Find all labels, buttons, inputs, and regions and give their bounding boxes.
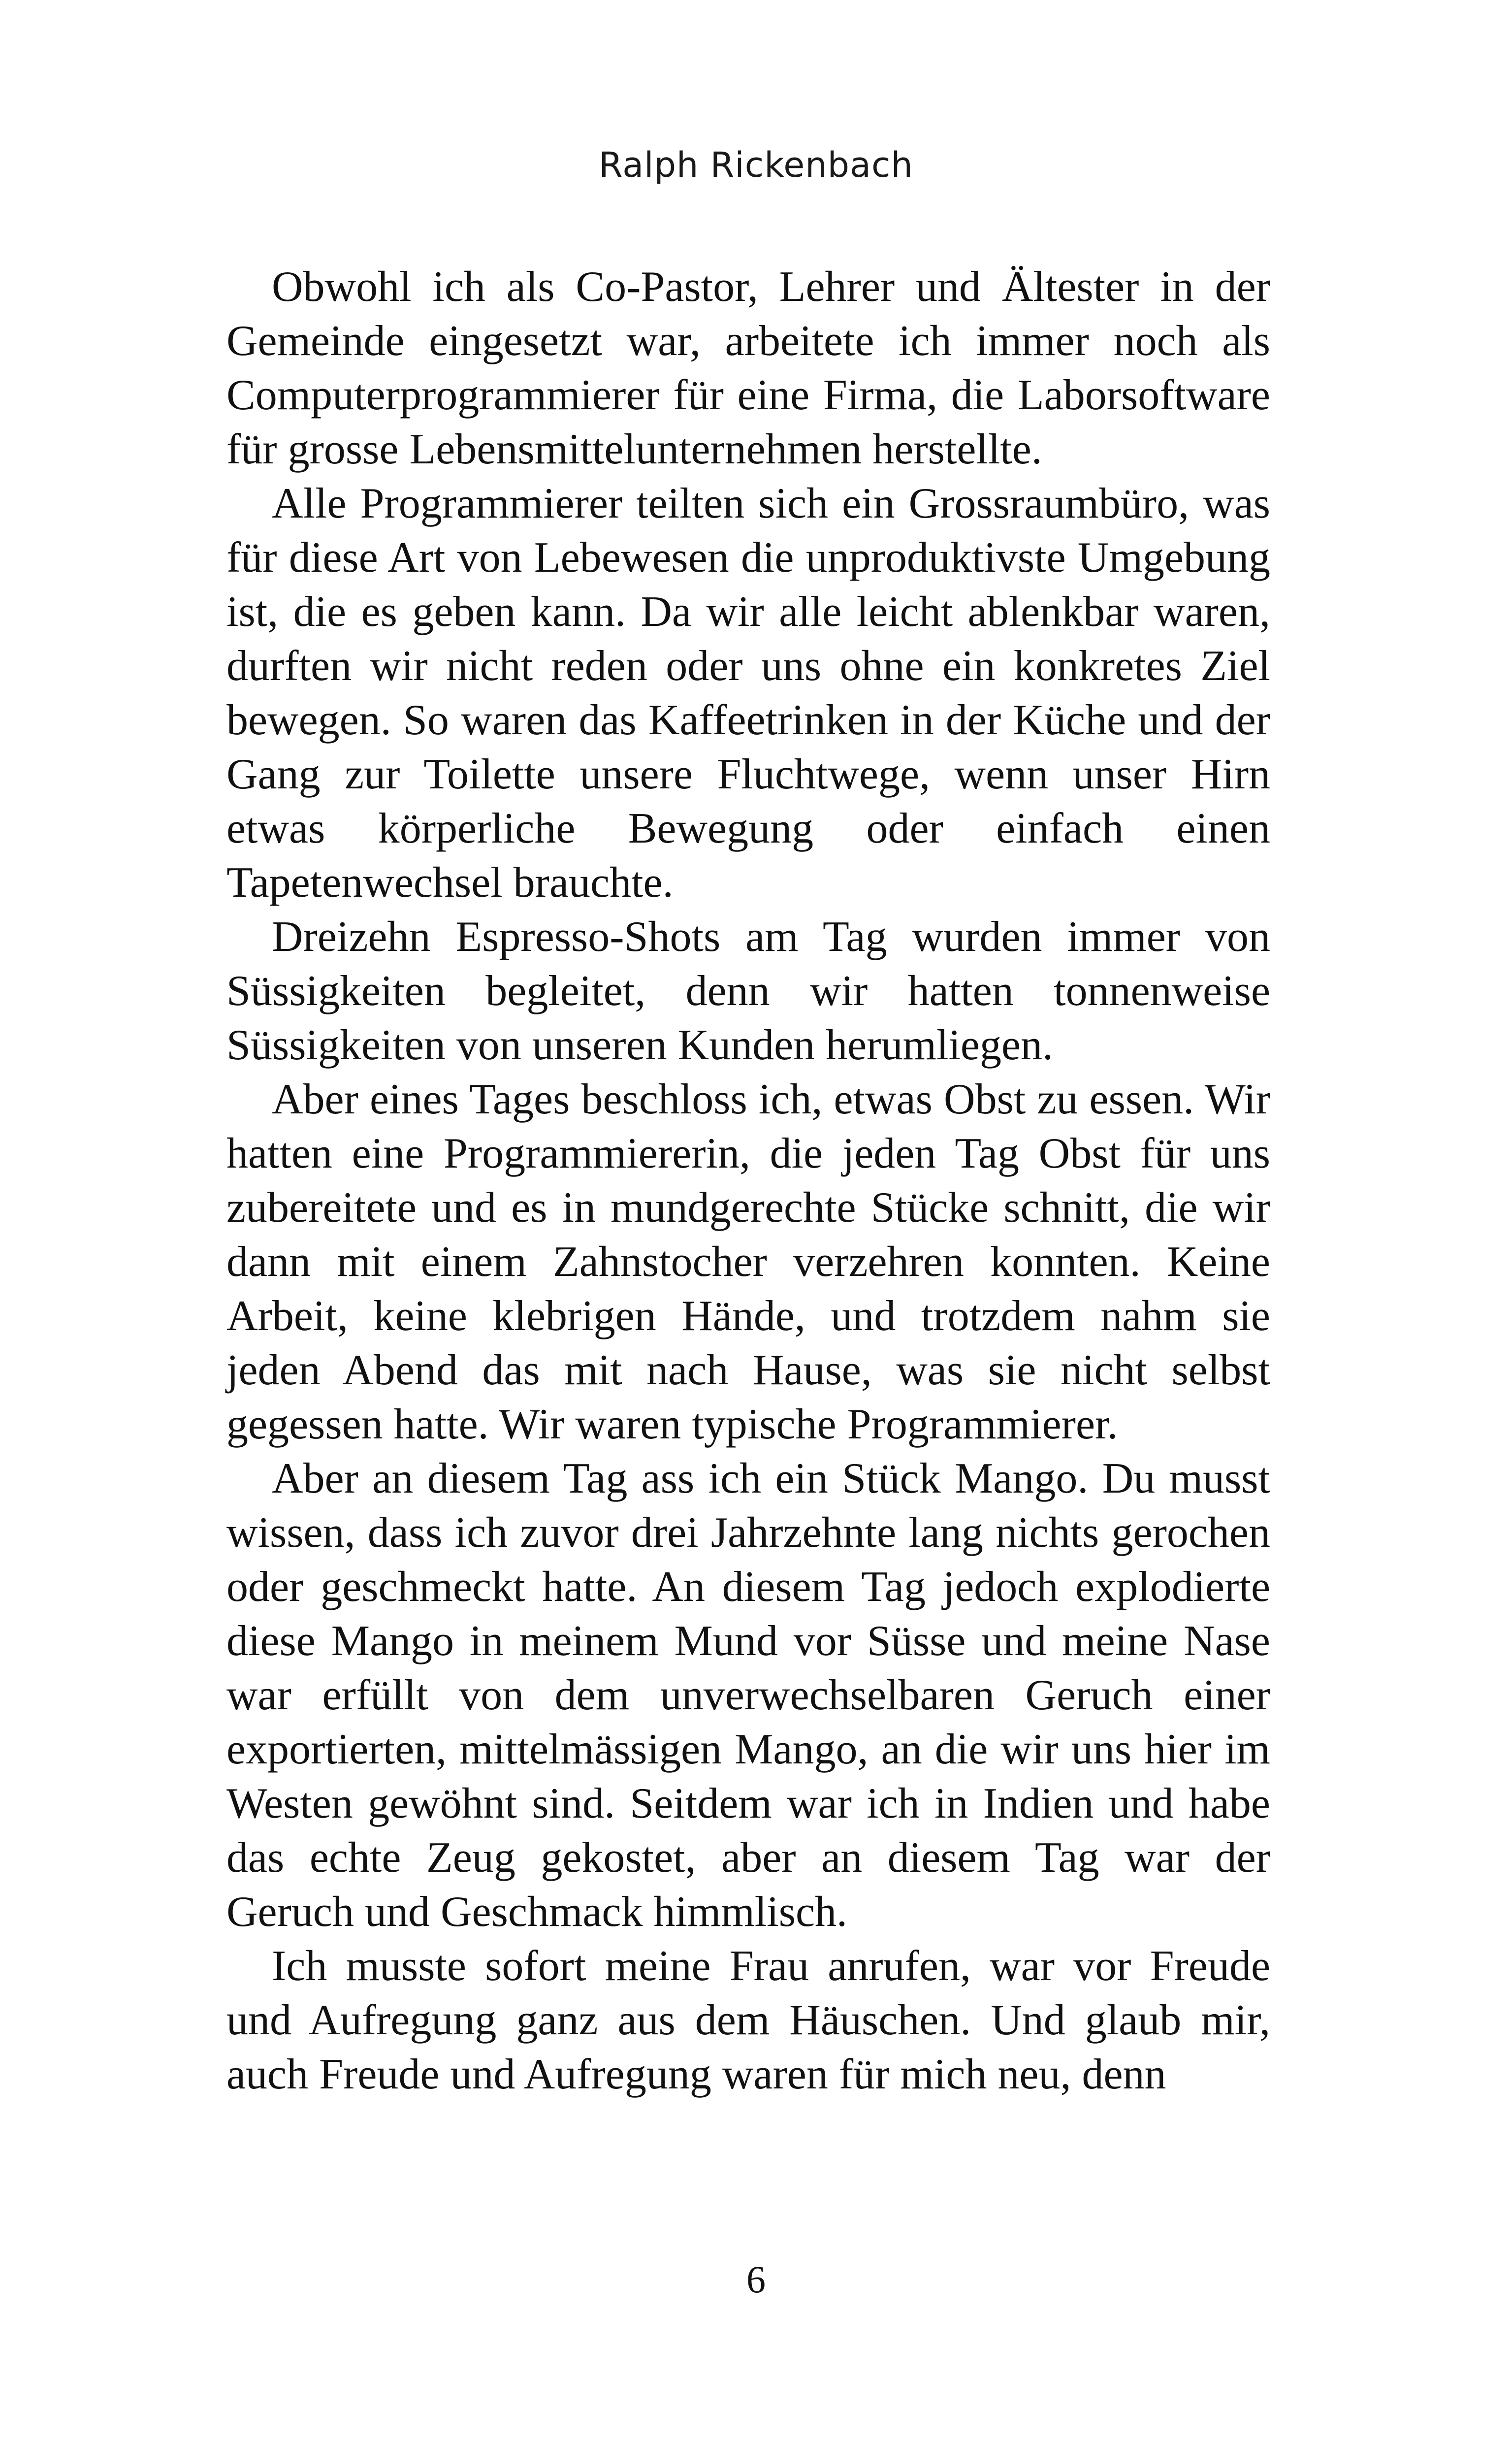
paragraph-1: Obwohl ich als Co-Pastor, Lehrer und Ältester in der Gemeinde eingesetzt war, arbeitete ich immer noch als Computerprogrammierer für eine Firma, die Laborsoftware für grosse Lebensmittelunternehmen herstellte.: [226, 263, 1270, 473]
body-text: [226, 260, 1270, 2102]
paragraph-5: Aber an diesem Tag ass ich ein Stück Mango. Du musst wissen, dass ich zuvor drei Jahrzehnte lang nichts gerochen oder geschmeckt hatte. An diesem Tag jedoch explodierte diese Mango in meinem Mund vor Süsse und meine Nase war erfüllt von dem unverwechselbaren Geruch einer exportierten, mittelmässigen Mango, an die wir uns hier im Westen gewöhnt sind. Seitdem war ich in Indien und habe das echte Zeug gekostet, aber an diesem Tag war der Geruch und Geschmack himmlisch.: [226, 1455, 1270, 1936]
paragraph-3: Dreizehn Espresso-Shots am Tag wurden immer von Süssigkeiten begleitet, denn wir hatten tonnenweise Süssigkeiten von unseren Kunden herumliegen.: [226, 913, 1270, 1069]
paragraph-2: Alle Programmierer teilten sich ein Grossraumbüro, was für diese Art von Lebewesen die unproduktivste Umgebung ist, die es geben kann. Da wir alle leicht ablenkbar waren, durften wir nicht reden oder uns ohne ein konkretes Ziel bewegen. So waren das Kaffeetrinken in der Küche und der Gang zur Toilette unsere Fluchtwege, wenn unser Hirn etwas körperliche Bewegung oder einfach einen Tapetenwechsel brauchte.: [226, 480, 1270, 907]
paragraph-4: Aber eines Tages beschloss ich, etwas Obst zu essen. Wir hatten eine Programmiererin, die jeden Tag Obst für uns zubereitete und es in mundgerechte Stücke schnitt, die wir dann mit einem Zahnstocher verzehren konnten. Keine Arbeit, keine klebrigen Hände, und trotzdem nahm sie jeden Abend das mit nach Hause, was sie nicht selbst gegessen hatte. Wir waren typische Programmierer.: [226, 1075, 1270, 1448]
page-number: 6: [746, 2258, 766, 2301]
running-header-author: Ralph Rickenbach: [599, 145, 913, 185]
paragraph-6: Ich musste sofort meine Frau anrufen, war vor Freude und Aufregung ganz aus dem Häuschen. Und glaub mir, auch Freude und Aufregung waren für mich neu, denn: [226, 1942, 1270, 2098]
